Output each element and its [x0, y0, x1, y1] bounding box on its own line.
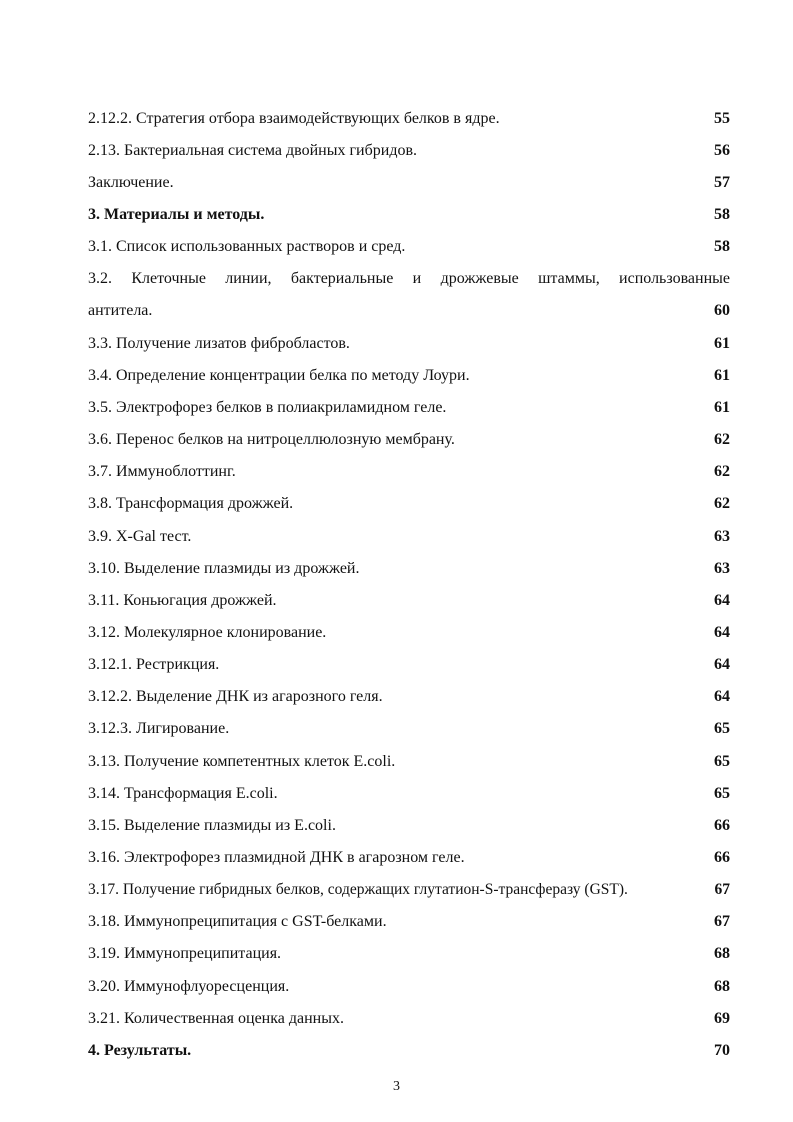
toc-entry: [88, 332, 730, 356]
toc-entry: [88, 846, 730, 870]
toc-entry-page: 66: [714, 849, 730, 866]
toc-entry-title: 3.12.1. Рестрикция.: [88, 656, 220, 673]
toc-entry: [88, 750, 730, 774]
toc-entry-page: 55: [714, 110, 730, 127]
toc-entry-title: 3.19. Иммунопреципитация.: [88, 945, 282, 962]
toc-entry: [88, 975, 730, 999]
toc-entry-page: 69: [714, 1010, 730, 1027]
toc-entry-page: 65: [714, 720, 730, 737]
toc-entry: [88, 557, 730, 581]
toc-entry-page: 61: [714, 335, 730, 352]
toc-entry-page: 67: [714, 913, 730, 930]
toc-chapter-heading: [88, 1039, 730, 1063]
toc-entry: [88, 814, 730, 838]
toc-entry-title: 3.15. Выделение плазмиды из E.coli.: [88, 817, 336, 834]
toc-entry-page: 62: [714, 431, 730, 448]
toc-entry-title: 3.9. X-Gal тест.: [88, 528, 192, 545]
toc-entry: [88, 525, 730, 549]
toc-entry-page: 56: [714, 142, 730, 159]
toc-entry: [88, 428, 730, 452]
toc-entry-page: 64: [714, 688, 730, 705]
toc-entry: [88, 171, 730, 195]
toc-entry-page: 58: [714, 206, 730, 223]
toc-entry-title-line2: антитела.: [88, 302, 153, 319]
toc-entry-title: 4. Результаты.: [88, 1042, 192, 1059]
toc-entry-title: 3.3. Получение лизатов фибробластов.: [88, 335, 350, 352]
toc-entry-title: 3.14. Трансформация E.coli.: [88, 785, 278, 802]
toc-entry-title: 3.1. Список использованных растворов и сред.: [88, 238, 406, 255]
toc-entry-page: 65: [714, 753, 730, 770]
toc-entry-page: 68: [714, 945, 730, 962]
toc-entry-page: 62: [714, 495, 730, 512]
toc-entry-title: 3.4. Определение концентрации белка по методу Лоури.: [88, 367, 470, 384]
toc-entry: [88, 910, 730, 934]
toc-entry-title: 3.10. Выделение плазмиды из дрожжей.: [88, 560, 360, 577]
toc-entry: [88, 139, 730, 163]
toc-entry-page: 63: [714, 560, 730, 577]
toc-entry-page: 61: [714, 367, 730, 384]
toc-entry: [88, 942, 730, 966]
toc-entry-title: 3.18. Иммунопреципитация с GST-белками.: [88, 913, 387, 930]
toc-chapter-heading: [88, 203, 730, 227]
toc-entry-page: 58: [714, 238, 730, 255]
toc-entry: [88, 621, 730, 645]
toc-entry-page: 68: [714, 978, 730, 995]
toc-entry-page: 62: [714, 463, 730, 480]
toc-entry-page: 65: [714, 785, 730, 802]
page-number: 3: [393, 1079, 400, 1094]
toc-entry-page: 64: [714, 592, 730, 609]
toc-entry-page: 64: [714, 656, 730, 673]
toc-entry: [88, 782, 730, 806]
toc-entry-title: 3.12.3. Лигирование.: [88, 720, 230, 737]
toc-entry: [88, 717, 730, 741]
toc-entry-title: 3.20. Иммунофлуоресценция.: [88, 978, 290, 995]
toc-entry: [88, 396, 730, 420]
toc-entry: [88, 107, 730, 131]
toc-entry: [88, 364, 730, 388]
toc-entry-page: 66: [714, 817, 730, 834]
toc-entry-page: 64: [714, 624, 730, 641]
toc-entry: [88, 235, 730, 259]
toc-entry: [88, 685, 730, 709]
toc-entry-title: Заключение.: [88, 174, 174, 191]
toc-entry-title: 2.12.2. Стратегия отбора взаимодействующих белков в ядре.: [88, 110, 500, 127]
toc-entry: [88, 589, 730, 613]
toc-entry: [88, 1007, 730, 1031]
toc-entry-page: 70: [714, 1042, 730, 1059]
toc-entry-title: 3.13. Получение компетентных клеток E.coli.: [88, 753, 396, 770]
toc-entry-page: 63: [714, 528, 730, 545]
toc-entry-title: 3.6. Перенос белков на нитроцеллюлозную мембрану.: [88, 431, 455, 448]
toc-entry: [88, 878, 730, 902]
toc-entry-page: 60: [714, 302, 730, 319]
toc-entry-title: 3.16. Электрофорез плазмидной ДНК в агарозном геле.: [88, 849, 465, 866]
toc-entry-page: 57: [714, 174, 730, 191]
toc-entry-line2: [88, 299, 730, 323]
toc-entry-title: 3.11. Коньюгация дрожжей.: [88, 592, 277, 609]
toc-entry: [88, 653, 730, 677]
toc-entry-title: 3.8. Трансформация дрожжей.: [88, 495, 294, 512]
toc-entry-title: 2.13. Бактериальная система двойных гибридов.: [88, 142, 418, 159]
toc-entry-title: 3. Материалы и методы.: [88, 206, 265, 223]
toc-entry-title: 3.12. Молекулярное клонирование.: [88, 624, 327, 641]
toc-entry: [88, 460, 730, 484]
toc-entry: [88, 492, 730, 516]
toc-entry-multiline: [88, 267, 730, 323]
toc-entry-title: 3.21. Количественная оценка данных.: [88, 1010, 344, 1027]
toc-entry-title: 3.5. Электрофорез белков в полиакриламидном геле.: [88, 399, 447, 416]
toc-entry-page: 67: [714, 881, 730, 898]
toc-entry-title: 3.12.2. Выделение ДНК из агарозного геля.: [88, 688, 383, 705]
toc-entry-title: 3.17. Получение гибридных белков, содержащих глутатион-S-трансферазу (GST).: [88, 881, 628, 898]
toc-entry-title: 3.7. Иммуноблоттинг.: [88, 463, 236, 480]
toc-entry-title-line1: 3.2. Клеточные линии, бактериальные и дрожжевые штаммы, использованные: [88, 270, 730, 287]
toc-entry-page: 61: [714, 399, 730, 416]
